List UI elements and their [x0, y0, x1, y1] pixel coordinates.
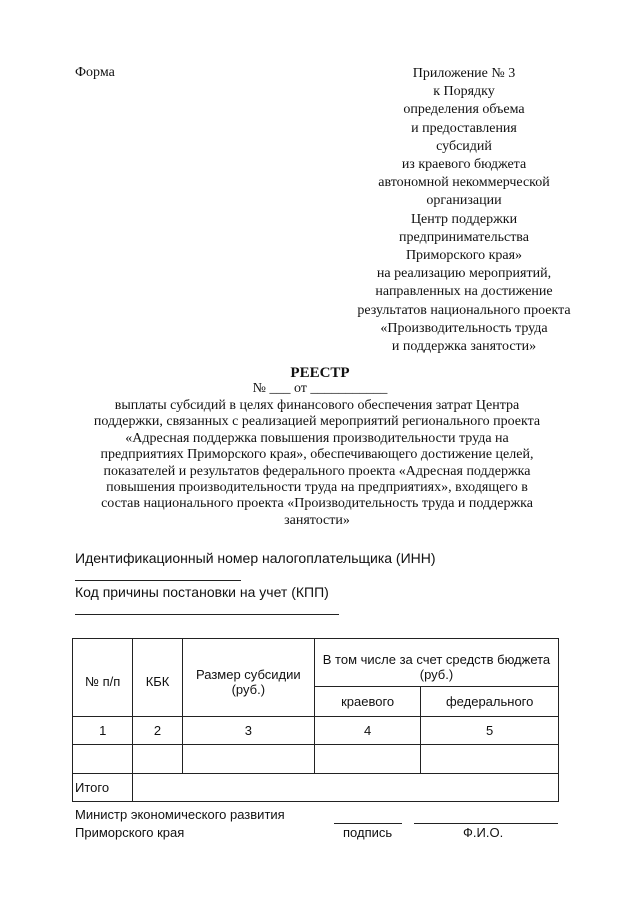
- appendix-line: из краевого бюджета: [401, 157, 527, 173]
- column-number: 5: [421, 717, 559, 745]
- description-line: занятости»: [284, 512, 350, 528]
- column-number-row: [73, 717, 559, 745]
- appendix-line: на реализацию мероприятий,: [376, 266, 552, 282]
- table-header-row: [73, 639, 559, 687]
- appendix-line: Центр поддержки: [410, 211, 518, 227]
- appendix-line: и поддержка занятости»: [391, 339, 537, 355]
- document-title: РЕЕСТР: [290, 365, 350, 381]
- appendix-line: результатов национального проекта: [357, 302, 571, 318]
- signature-caption: подпись: [343, 825, 393, 840]
- appendix-line: Приложение № 3: [412, 66, 516, 81]
- header-regional: краевого: [314, 687, 420, 717]
- table-cell[interactable]: [182, 745, 314, 774]
- registry-number-date: № ___ от ___________: [252, 381, 388, 396]
- table-cell[interactable]: [73, 745, 133, 774]
- table-cell[interactable]: [314, 745, 420, 774]
- registry-table: [72, 638, 559, 802]
- form-label: Форма: [75, 65, 115, 80]
- description-line: предприятиях Приморского края», обеспечивающего достижение целей,: [100, 447, 534, 463]
- column-number: 3: [182, 717, 314, 745]
- kpp-label: Код причины постановки на учет (КПП): [75, 584, 329, 600]
- description-line: состав национального проекта «Производительность труда и поддержка: [101, 496, 533, 512]
- header-kbk: КБК: [133, 639, 182, 717]
- appendix-line: автономной некоммерческой: [378, 175, 550, 191]
- signer-position-line2: Приморского края: [75, 825, 185, 840]
- total-value-cell[interactable]: [133, 774, 559, 802]
- name-line[interactable]: [414, 823, 558, 824]
- table-cell[interactable]: [421, 745, 559, 774]
- appendix-line: «Производительность труда: [380, 320, 548, 336]
- registry-description: [75, 398, 559, 529]
- header-budget-group: В том числе за счет средств бюджета (руб.): [314, 639, 558, 687]
- signature-line[interactable]: [334, 823, 402, 824]
- signer-position-line1: Министр экономического развития: [75, 807, 285, 822]
- column-number: 4: [314, 717, 420, 745]
- table-row: [73, 745, 559, 774]
- appendix-line: организации: [426, 193, 502, 209]
- inn-label: Идентификационный номер налогоплательщика (ИНН): [75, 550, 436, 566]
- appendix-line: Приморского края»: [405, 248, 523, 264]
- appendix-line: и предоставления: [411, 120, 517, 136]
- description-line: повышения производительности труда на предприятиях», входящего в: [106, 480, 528, 496]
- description-line: показателей и результатов федерального проекта «Адресная поддержка: [103, 463, 531, 479]
- table-cell[interactable]: [133, 745, 182, 774]
- header-federal: федерального: [421, 687, 559, 717]
- total-row: [73, 774, 559, 802]
- appendix-line: субсидий: [436, 138, 492, 154]
- total-label: Итого: [73, 774, 133, 802]
- header-num: № п/п: [73, 639, 133, 717]
- appendix-line: направленных на достижение: [375, 284, 553, 300]
- appendix-line: к Порядку: [433, 84, 495, 100]
- description-line: поддержки, связанных с реализацией мероприятий регионального проекта: [93, 414, 541, 430]
- appendix-line: предпринимательства: [399, 229, 529, 245]
- column-number: 1: [73, 717, 133, 745]
- description-line: выплаты субсидий в целях финансового обеспечения затрат Центра: [114, 398, 520, 413]
- header-amount: Размер субсидии (руб.): [182, 639, 314, 717]
- column-number: 2: [133, 717, 182, 745]
- kpp-fill-line[interactable]: [75, 614, 339, 615]
- inn-fill-line[interactable]: [75, 580, 241, 581]
- appendix-block: [350, 65, 578, 356]
- description-line: «Адресная поддержка повышения производительности труда на: [125, 430, 509, 446]
- name-caption: Ф.И.О.: [463, 825, 504, 840]
- appendix-line: определения объема: [403, 102, 525, 118]
